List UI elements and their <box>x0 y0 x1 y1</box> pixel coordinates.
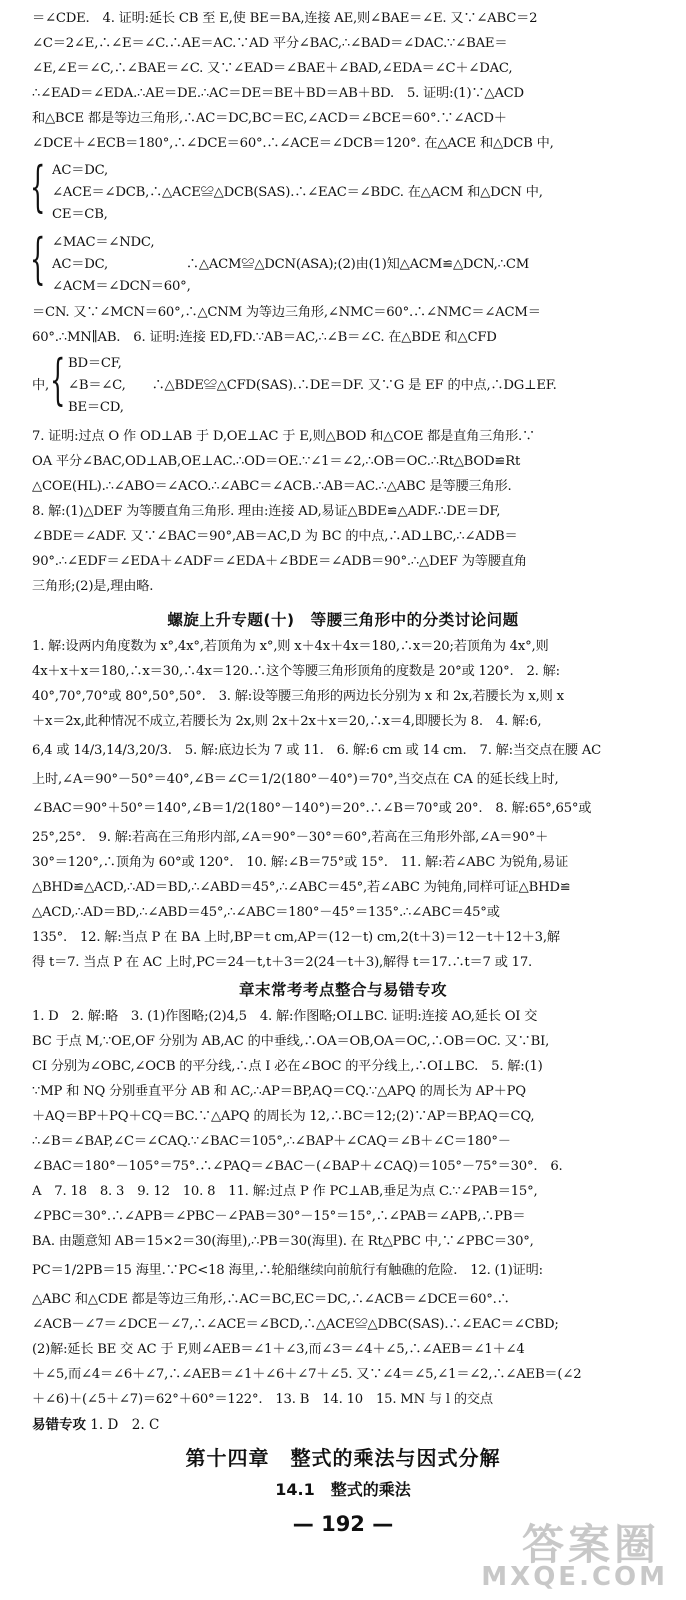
text-line: ∠DCE＋∠ECB＝180°,∴∠DCE＝60°.∴∠ACE＝∠DCB＝120°. 在△ACE 和△DCB 中, <box>32 136 554 151</box>
system-line: ∠B＝∠C, ∴△BDE≌△CFD(SAS).∴DE＝DF. 又∵G 是 EF 的中点,∴DG⊥EF. <box>68 378 557 393</box>
chapter-title: 第十四章 整式的乘法与因式分解 <box>185 1446 501 1470</box>
text-line: 三角形;(2)是,理由略. <box>32 579 154 594</box>
section-title: 章末常考考点整合与易错专攻 <box>238 981 447 999</box>
watermark-cn: 答案圈 <box>521 1520 660 1569</box>
text-line: 4x＋x＋x＝180,∴x＝30,∴4x＝120.∴这个等腰三角形顶角的度数是 20°或 120°. 2. 解: <box>32 664 560 679</box>
text-line: ∠E,∠E＝∠C,∴∠BAE＝∠C. 又∵∠EAD＝∠BAE＋∠BAD,∠EDA＝∠C＋∠DAC, <box>32 61 513 76</box>
system-line: BE＝CD, <box>68 400 124 415</box>
text-line: ∠BAC＝90°＋50°＝140°,∠B＝1/2(180°－140°)＝20°.∴∠B＝70°或 20°. 8. 解:65°,65°或 <box>32 801 592 816</box>
text-line: ＋x＝2x,此种情况不成立,若腰长为 2x,则 2x＋2x＋x＝20,∴x＝4,即腰长为 8. 4. 解:6, <box>32 714 542 729</box>
text-line: CI 分别为∠OBC,∠OCB 的平分线,∴点 I 必在∠BOC 的平分线上,∴OI⊥BC. 5. 解:(1) <box>32 1059 543 1074</box>
system-line: ∠ACE＝∠DCB,∴△ACE≌△DCB(SAS).∴∠EAC＝∠BDC. 在△ACM 和△DCN 中, <box>52 185 543 200</box>
text-line: 90°.∴∠EDF＝∠EDA＋∠ADF＝∠EDA＋∠BDE＝∠ADB＝90°.∴△DEF 为等腰直角 <box>32 554 527 569</box>
text-line: ∠ACB－∠7＝∠DCE－∠7,∴∠ACE＝∠BCD,∴△ACE≌△DBC(SAS).∴∠EAC＝∠CBD; <box>32 1317 559 1332</box>
text-line: ∠C＝2∠E,∴∠E＝∠C.∴AE＝AC.∵AD 平分∠BAC,∴∠BAD＝∠DAC.∵∠BAE＝ <box>32 36 508 51</box>
system-line: ∠ACM＝∠DCN＝60°, <box>52 279 191 294</box>
system-line: CE＝CB, <box>52 207 108 222</box>
system-line: ∠MAC＝∠NDC, <box>52 235 155 250</box>
system-line: BD＝CF, <box>68 356 122 371</box>
text-line: 和△BCE 都是等边三角形,∴AC＝DC,BC＝EC,∠ACD＝∠BCE＝60°.∵∠ACD＋ <box>32 111 507 126</box>
error-label: 易错专攻 <box>32 1417 86 1433</box>
watermark-logo <box>481 1512 678 1594</box>
text-line: ∠BAC＝180°－105°＝75°.∴∠PAQ＝∠BAC－(∠BAP＋∠CAQ)＝105°－75°＝30°. 6. <box>32 1159 563 1174</box>
text-line: ∠BDE＝∠ADF. 又∵∠BAC＝90°,AB＝AC,D 为 BC 的中点,∴AD⊥BC,∴∠ADB＝ <box>32 529 518 544</box>
section-title: 螺旋上升专题(十) 等腰三角形中的分类讨论问题 <box>167 611 519 629</box>
page-number: — 192 — <box>292 1512 394 1536</box>
text-line: 1. 解:设两内角度数为 x°,4x°,若顶角为 x°,则 x＋4x＋4x＝180,∴x＝20;若顶角为 4x°,则 <box>32 639 549 654</box>
text-line: 8. 解:(1)△DEF 为等腰直角三角形. 理由:连接 AD,易证△BDE≌△ADF.∴DE＝DF, <box>32 504 501 519</box>
text-line: △COE(HL).∴∠ABO＝∠ACO.∴∠ABC＝∠ACB.∴AB＝AC.∴△ABC 是等腰三角形. <box>32 479 512 494</box>
text-line: A 7. 18 8. 3 9. 12 10. 8 11. 解:过点 P 作 PC⊥AB,垂足为点 C.∵∠PAB＝15°, <box>32 1184 538 1199</box>
text-line: ＝CN. 又∵∠MCN＝60°,∴△CNM 为等边三角形,∠NMC＝60°.∴∠NMC＝∠ACM＝ <box>32 305 541 320</box>
text-line: ＝∠CDE. 4. 证明:延长 CB 至 E,使 BE＝BA,连接 AE,则∠BAE＝∠E. 又∵∠ABC＝2 <box>32 11 538 26</box>
text-line: 30°＝120°,∴顶角为 60°或 120°. 10. 解:∠B＝75°或 15°. 11. 解:若∠ABC 为锐角,易证 <box>32 855 569 870</box>
text-line: 上时,∠A＝90°－50°＝40°,∠B＝∠C＝1/2(180°－40°)＝70°,当交点在 CA 的延长线上时, <box>32 772 559 787</box>
text-line: ∵MP 和 NQ 分别垂直平分 AB 和 AC,∴AP＝BP,AQ＝CQ.∵△APQ 的周长为 AP＋PQ <box>32 1084 526 1099</box>
text-line: 1. D 2. 解:略 3. (1)作图略;(2)4,5 4. 解:作图略;OI⊥BC. 证明:连接 AO,延长 OI 交 <box>32 1009 538 1024</box>
text-line: △ACD,∴AD＝BD,∴∠ABD＝45°,∴∠ABC＝180°－45°＝135°.∴∠ABC＝45°或 <box>32 905 500 920</box>
text-line: PC＝1/2PB＝15 海里.∵PC<18 海里,∴轮船继续向前航行有触礁的危险. 12. (1)证明: <box>32 1263 543 1278</box>
subsection-title: 14.1 整式的乘法 <box>275 1480 411 1499</box>
text-line: (2)解:延长 BE 交 AC 于 F,则∠AEB＝∠1＋∠3,而∠3＝∠4＋∠5,∴∠AEB＝∠1＋∠4 <box>32 1342 525 1357</box>
text-line: 40°,70°,70°或 80°,50°,50°. 3. 解:设等腰三角形的两边长分别为 x 和 2x,若腰长为 x,则 x <box>32 689 564 704</box>
watermark-en: MXQE.COM <box>481 1562 668 1592</box>
error-prone-row <box>32 1414 159 1436</box>
text-line: ∠PBC＝30°.∴∠APB＝∠PBC－∠PAB＝30°－15°＝15°,∴∠PAB＝∠APB,∴PB＝ <box>32 1209 526 1224</box>
system-line: AC＝DC, ∴△ACM≌△DCN(ASA);(2)由(1)知△ACM≌△DCN,∴CM <box>52 257 530 272</box>
system-line: AC＝DC, <box>52 163 108 178</box>
text-line: BA. 由题意知 AB＝15×2＝30(海里),∴PB＝30(海里). 在 Rt△PBC 中,∵∠PBC＝30°, <box>32 1234 534 1249</box>
text-line: 7. 证明:过点 O 作 OD⊥AB 于 D,OE⊥AC 于 E,则△BOD 和△COE 都是直角三角形.∵ <box>32 429 536 444</box>
text-line: 135°. 12. 解:当点 P 在 BA 上时,BP＝t cm,AP＝(12－t) cm,2(t＋3)＝12－t＋12＋3,解 <box>32 930 560 945</box>
text-line: 60°.∴MN∥AB. 6. 证明:连接 ED,FD.∵AB＝AC,∴∠B＝∠C. 在△BDE 和△CFD <box>32 330 497 345</box>
error-answers: 1. D 2. C <box>90 1417 160 1433</box>
text-line: ∴∠B＝∠BAP,∠C＝∠CAQ.∵∠BAC＝105°,∴∠BAP＋∠CAQ＝∠B＋∠C＝180°－ <box>32 1134 511 1149</box>
text-line: △BHD≌△ACD,∴AD＝BD,∴∠ABD＝45°,∴∠ABC＝45°,若∠ABC 为钝角,同样可证△BHD≌ <box>32 880 571 895</box>
text-line: ＋∠5,而∠4＝∠6＋∠7,∴∠AEB＝∠1＋∠6＋∠7＋∠5. 又∵∠4＝∠5,∠1＝∠2,∴∠AEB＝(∠2 <box>32 1367 582 1382</box>
system-brace: { <box>30 155 46 218</box>
text-line: OA 平分∠BAC,OD⊥AB,OE⊥AC.∴OD＝OE.∵∠1＝∠2,∴OB＝OC.∴Rt△BOD≌Rt <box>32 454 521 469</box>
text-line: ∴∠EAD＝∠EDA.∴AE＝DE.∴AC＝DE＝BE＋BD＝AB＋BD. 5. 证明:(1)∵△ACD <box>32 86 524 101</box>
text-line: ＋∠6)＋(∠5＋∠7)＝62°＋60°＝122°. 13. B 14. 10 15. MN 与 l 的交点 <box>32 1392 493 1407</box>
text-line: 25°,25°. 9. 解:若高在三角形内部,∠A＝90°－30°＝60°,若高在三角形外部,∠A＝90°＋ <box>32 830 549 845</box>
text-line: ＋AQ＝BP＋PQ＋CQ＝BC.∵△APQ 的周长为 12,∴BC＝12;(2)∵AP＝BP,AQ＝CQ, <box>32 1109 535 1124</box>
text-line: BC 于点 M,∵OE,OF 分别为 AB,AC 的中垂线,∴OA＝OB,OA＝OC,∴OB＝OC. 又∵BI, <box>32 1034 550 1049</box>
system-brace: { <box>50 348 66 411</box>
system-prefix: 中, <box>32 378 49 393</box>
text-line: 得 t＝7. 当点 P 在 AC 上时,PC＝24－t,t＋3＝2(24－t＋3),解得 t＝17.∴t＝7 或 17. <box>32 955 533 970</box>
system-brace: { <box>30 227 46 290</box>
text-line: 6,4 或 14/3,14/3,20/3. 5. 解:底边长为 7 或 11. 6. 解:6 cm 或 14 cm. 7. 解:当交点在腰 AC <box>32 743 602 758</box>
text-line: △ABC 和△CDE 都是等边三角形,∴AC＝BC,EC＝DC,∴∠ACB＝∠DCE＝60°.∴ <box>32 1292 510 1307</box>
